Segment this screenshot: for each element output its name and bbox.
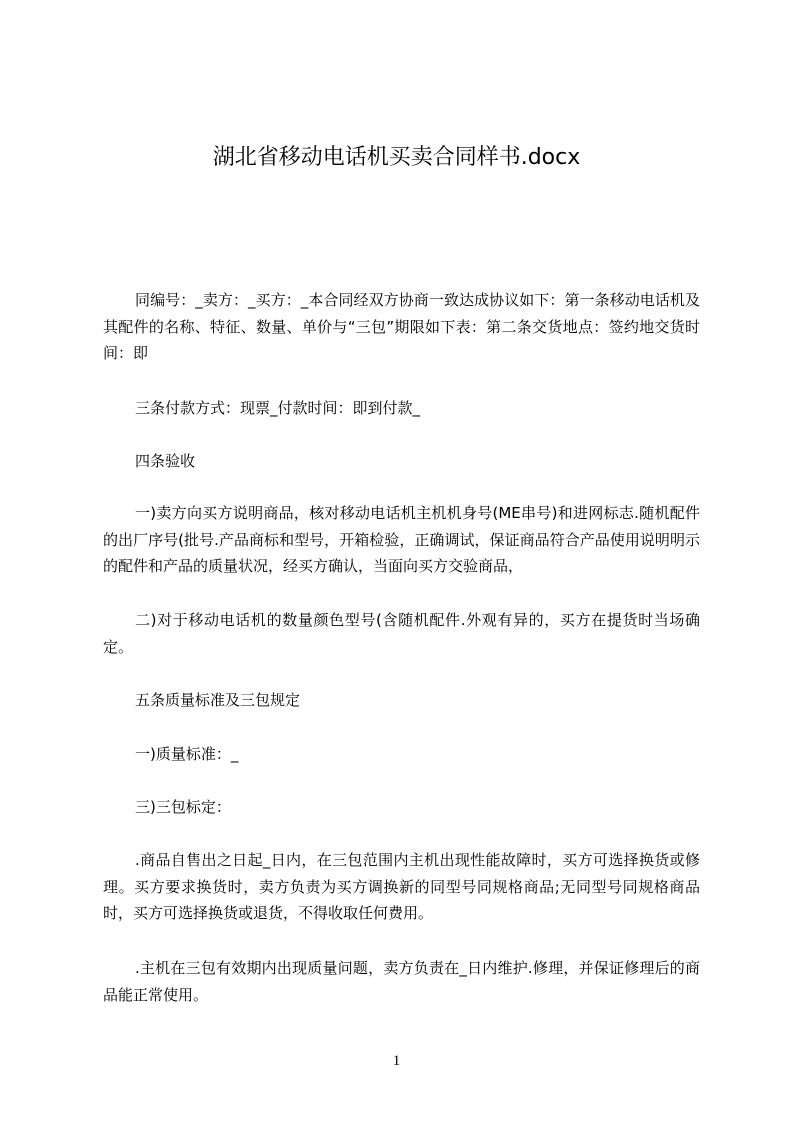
paragraph-1: 同编号：_卖方：_买方：_本合同经双方协商一致达成协议如下：第一条移动电话机及其配件的名称、特征、数量、单价与“三包”期限如下表：第二条交货地点：签约地交货时间：即 — [103, 291, 700, 362]
paragraph-9: .商品自售出之日起_日内，在三包范围内主机出现性能故障时，买方可选择换货或修理。买方要求换货时，卖方负责为买方调换新的同型号同规格商品;无同型号同规格商品时，买方可选择换货或退货，不得收取任何费用。 — [103, 851, 700, 922]
paragraph-3: 四条验收 — [135, 452, 196, 470]
page-number: 1 — [392, 1053, 401, 1069]
paragraph-2: 三条付款方式：现票_付款时间：即到付款_ — [135, 399, 421, 417]
paragraph-7: 一)质量标准：_ — [135, 745, 239, 763]
paragraph-8: 三)三包标定： — [135, 798, 231, 816]
paragraph-4: 一)卖方向买方说明商品，核对移动电话机主机机身号(ME串号)和进网标志.随机配件的出厂序号(批号.产品商标和型号，开箱检验，正确调试，保证商品符合产品使用说明明示的配件和产品的质量状况，经买方确认，当面向买方交验商品， — [103, 504, 700, 575]
paragraph-6: 五条质量标准及三包规定 — [135, 691, 301, 709]
paragraph-5: 二)对于移动电话机的数量颜色型号(含随机配件.外观有异的，买方在提货时当场确定。 — [103, 611, 700, 656]
paragraph-10: .主机在三包有效期内出现质量问题，卖方负责在_日内维护.修理，并保证修理后的商品能正常使用。 — [103, 959, 700, 1004]
document-title: 湖北省移动电话机买卖合同样书.docx — [212, 145, 581, 170]
